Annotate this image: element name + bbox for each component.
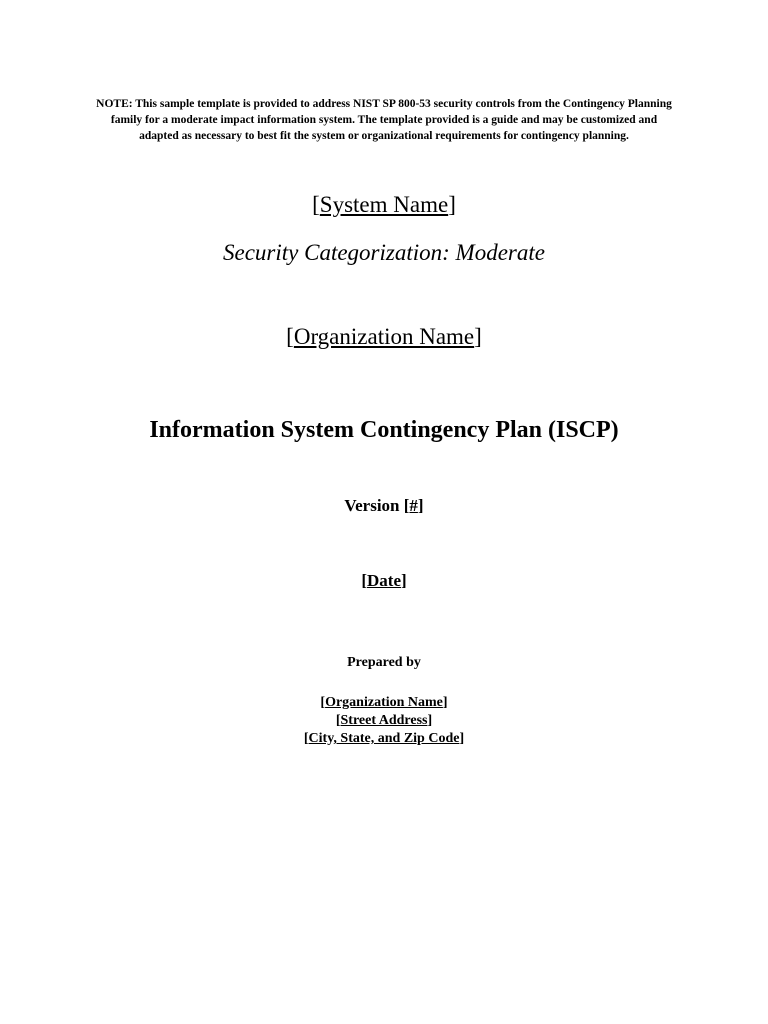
preparer-organization-line: [Organization Name] — [320, 695, 448, 710]
document-title: Information System Contingency Plan (ISCP) — [149, 417, 619, 443]
preparer-street-line: [Street Address] — [335, 713, 433, 728]
template-note — [90, 96, 678, 144]
organization-name-placeholder: Organization Name — [293, 324, 475, 349]
date-line: [Date] — [361, 571, 407, 590]
version-label: Version — [344, 496, 400, 515]
preparer-city-placeholder: City, State, and Zip Code — [308, 731, 460, 746]
preparer-organization-placeholder: Organization Name — [325, 695, 443, 710]
preparer-city-line: [City, State, and Zip Code] — [303, 731, 465, 746]
preparer-street-placeholder: Street Address — [340, 713, 428, 728]
date-placeholder: Date — [367, 571, 401, 590]
security-categorization: Security Categorization: Moderate — [223, 240, 545, 265]
version-line: Version [#] — [344, 496, 424, 515]
organization-name-heading: [Organization Name] — [286, 324, 482, 349]
prepared-by-label: Prepared by — [347, 655, 421, 670]
system-name-heading: [System Name] — [312, 192, 456, 217]
version-placeholder: # — [409, 496, 418, 515]
system-name-placeholder: System Name — [319, 192, 449, 217]
template-note-text: NOTE: This sample template is provided to address NIST SP 800-53 security controls from the Contingency Planning family for a moderate impact information system. The template provided is a guide and may be customized and adapted as necessary to best fit the system or organizational requirements for contingency planning. — [96, 98, 672, 142]
